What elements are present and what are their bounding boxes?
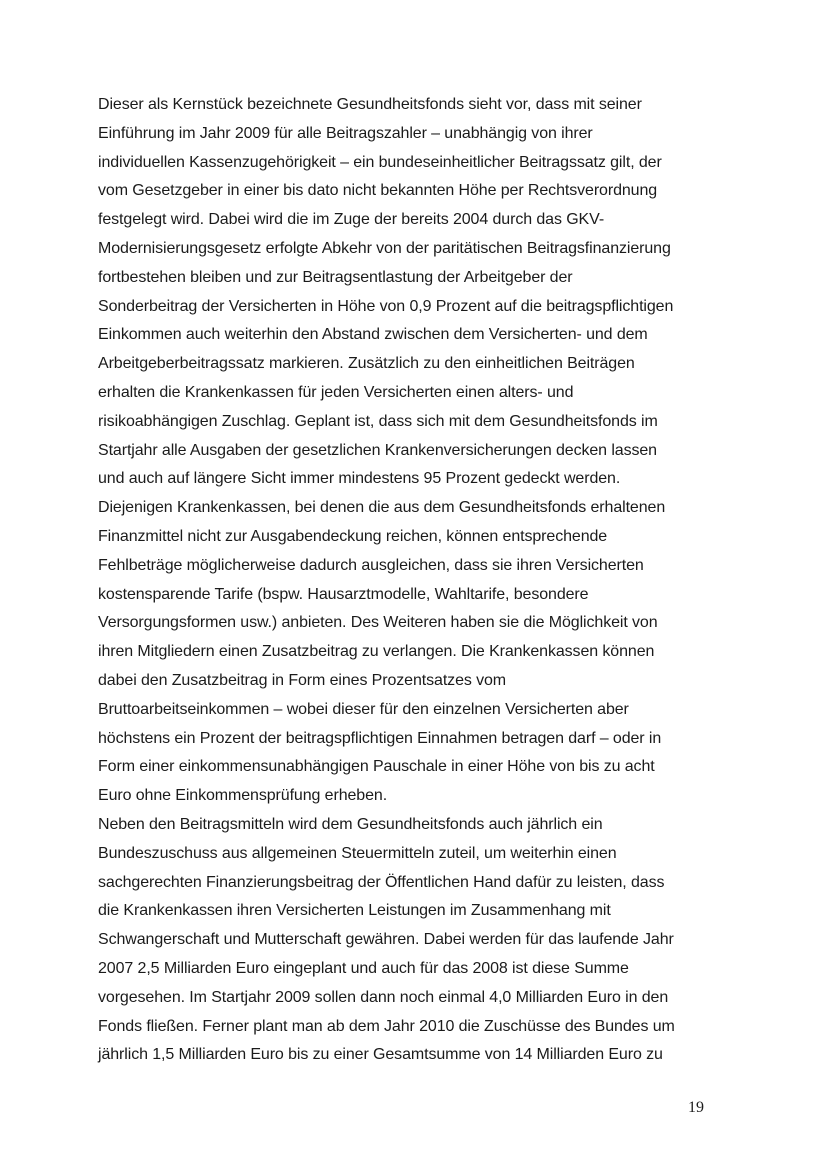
text-line: Neben den Beitragsmitteln wird dem Gesundheitsfonds auch jährlich ein [98,815,603,833]
paragraph-1 [98,91,723,811]
text-line: 2007 2,5 Milliarden Euro eingeplant und auch für das 2008 ist diese Summe [98,959,629,977]
text-line: Bundeszuschuss aus allgemeinen Steuermitteln zuteil, um weiterhin einen [98,844,617,862]
text-line: sachgerechten Finanzierungsbeitrag der Öffentlichen Hand dafür zu leisten, dass [98,873,665,891]
text-line: Schwangerschaft und Mutterschaft gewähren. Dabei werden für das laufende Jahr [98,931,674,949]
text-line: vorgesehen. Im Startjahr 2009 sollen dann noch einmal 4,0 Milliarden Euro in den [98,988,669,1006]
text-line: die Krankenkassen ihren Versicherten Leistungen im Zusammenhang mit [98,902,611,920]
text-line: festgelegt wird. Dabei wird die im Zuge der bereits 2004 durch das GKV- [98,211,605,229]
text-line: vom Gesetzgeber in einer bis dato nicht bekannten Höhe per Rechtsverordnung [98,182,658,200]
text-line: dabei den Zusatzbeitrag in Form eines Prozentsatzes vom [98,671,507,689]
text-line: Sonderbeitrag der Versicherten in Höhe von 0,9 Prozent auf die beitragspflichtigen [98,297,674,315]
text-line: Arbeitgeberbeitragssatz markieren. Zusätzlich zu den einheitlichen Beiträgen [98,355,635,373]
text-line: Diejenigen Krankenkassen, bei denen die aus dem Gesundheitsfonds erhaltenen [98,499,666,517]
text-line: Startjahr alle Ausgaben der gesetzlichen Krankenversicherungen decken lassen [98,441,657,459]
text-line: Fehlbeträge möglicherweise dadurch ausgleichen, dass sie ihren Versicherten [98,556,644,574]
text-line: erhalten die Krankenkassen für jeden Versicherten einen alters- und [98,383,574,401]
text-line: jährlich 1,5 Milliarden Euro bis zu einer Gesamtsumme von 14 Milliarden Euro zu [98,1046,663,1064]
body-text [98,91,723,1070]
paragraph-2 [98,811,723,1070]
text-line: kostensparende Tarife (bspw. Hausarztmodelle, Wahltarife, besondere [98,585,589,603]
text-line: Euro ohne Einkommensprüfung erheben. [98,787,388,805]
text-line: Versorgungsformen usw.) anbieten. Des Weiteren haben sie die Möglichkeit von [98,614,658,632]
page-number: 19 [688,1099,704,1116]
text-line: individuellen Kassenzugehörigkeit – ein bundeseinheitlicher Beitragssatz gilt, der [98,153,662,171]
text-line: risikoabhängigen Zuschlag. Geplant ist, dass sich mit dem Gesundheitsfonds im [98,412,658,430]
text-line: ihren Mitgliedern einen Zusatzbeitrag zu verlangen. Die Krankenkassen können [98,643,655,661]
text-line: Dieser als Kernstück bezeichnete Gesundheitsfonds sieht vor, dass mit seiner [98,96,642,113]
text-line: Modernisierungsgesetz erfolgte Abkehr von der paritätischen Beitragsfinanzierung [98,239,671,257]
text-line: höchstens ein Prozent der beitragspflichtigen Einnahmen betragen darf – oder in [98,729,662,747]
text-line: Einkommen auch weiterhin den Abstand zwischen dem Versicherten- und dem [98,326,648,344]
text-line: fortbestehen bleiben und zur Beitragsentlastung der Arbeitgeber der [98,268,573,286]
text-line: und auch auf längere Sicht immer mindestens 95 Prozent gedeckt werden. [98,470,621,488]
text-line: Einführung im Jahr 2009 für alle Beitragszahler – unabhängig von ihrer [98,124,593,142]
text-line: Fonds fließen. Ferner plant man ab dem Jahr 2010 die Zuschüsse des Bundes um [98,1017,675,1035]
text-line: Bruttoarbeitseinkommen – wobei dieser für den einzelnen Versicherten aber [98,700,629,718]
text-line: Form einer einkommensunabhängigen Pauschale in einer Höhe von bis zu acht [98,758,655,776]
text-line: Finanzmittel nicht zur Ausgabendeckung reichen, können entsprechende [98,527,608,545]
